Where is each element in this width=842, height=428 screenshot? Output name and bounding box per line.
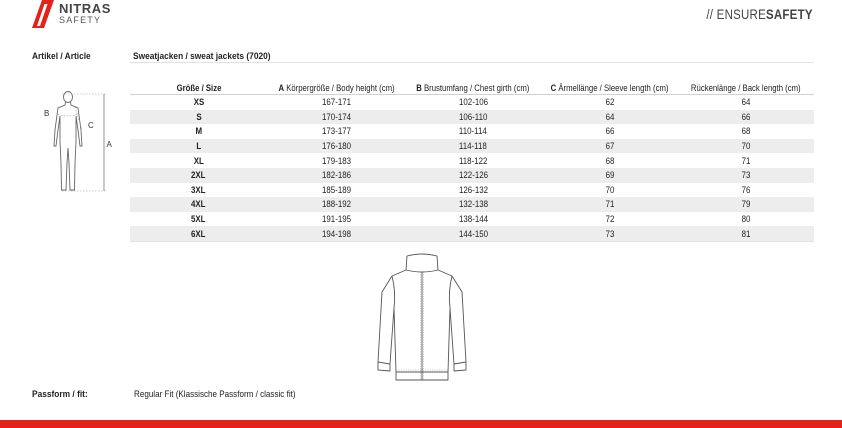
- tagline: [707, 6, 813, 22]
- size-cell: XS: [130, 95, 267, 110]
- chest-girth-cell: 114-118: [405, 139, 541, 154]
- back-length-cell: 64: [678, 95, 814, 110]
- sleeve-length-cell: 70: [541, 183, 678, 198]
- table-row: [130, 139, 814, 154]
- body-height-cell: 179-183: [267, 153, 405, 168]
- fit-label: Passform / fit:: [32, 389, 88, 400]
- back-length-cell: 81: [678, 226, 814, 241]
- chest-girth-cell: 110-114: [405, 124, 541, 139]
- table-row: [130, 197, 814, 212]
- body-height-cell: 173-177: [267, 124, 405, 139]
- size-table: [130, 81, 814, 242]
- back-length-cell: 71: [678, 153, 814, 168]
- sleeve-length-cell: 69: [541, 168, 678, 183]
- body-height-cell: 191-195: [267, 212, 405, 227]
- back-length-cell: 79: [678, 197, 814, 212]
- tagline-bold: SAFETY: [766, 6, 813, 22]
- body-height-cell: 185-189: [267, 183, 405, 198]
- brand-subname: SAFETY: [59, 15, 102, 25]
- footer-accent-bar: [0, 420, 842, 428]
- article-label: Artikel / Article: [32, 51, 91, 62]
- table-row: [130, 226, 814, 241]
- header-sleeve-length: C Ärmellänge / Sleeve length (cm): [541, 81, 678, 95]
- size-cell: 2XL: [130, 168, 267, 183]
- brand-logo-mark-icon: [32, 0, 54, 28]
- label-b: B: [44, 109, 50, 118]
- header-chest-girth: B Brustumfang / Chest girth (cm): [405, 81, 541, 95]
- article-value: Sweatjacken / sweat jackets (7020): [133, 51, 271, 62]
- table-row: [130, 124, 814, 139]
- sweat-jacket-illustration: [372, 252, 472, 384]
- divider: [130, 62, 814, 63]
- table-row: [130, 153, 814, 168]
- chest-girth-cell: 126-132: [405, 183, 541, 198]
- table-row: [130, 168, 814, 183]
- back-length-cell: 80: [678, 212, 814, 227]
- chest-girth-cell: 102-106: [405, 95, 541, 110]
- chest-girth-cell: 132-138: [405, 197, 541, 212]
- sleeve-length-cell: 73: [541, 226, 678, 241]
- chest-girth-cell: 144-150: [405, 226, 541, 241]
- back-length-cell: 70: [678, 139, 814, 154]
- sleeve-length-cell: 64: [541, 110, 678, 125]
- size-cell: 6XL: [130, 226, 267, 241]
- body-height-cell: 188-192: [267, 197, 405, 212]
- chest-girth-cell: 122-126: [405, 168, 541, 183]
- fit-value: Regular Fit (Klassische Passform / classic fit): [134, 389, 296, 400]
- label-a: A: [106, 140, 112, 149]
- size-cell: 3XL: [130, 183, 267, 198]
- back-length-cell: 68: [678, 124, 814, 139]
- sleeve-length-cell: 68: [541, 153, 678, 168]
- table-header-row: [130, 81, 814, 95]
- sleeve-length-cell: 67: [541, 139, 678, 154]
- chest-girth-cell: 138-144: [405, 212, 541, 227]
- brand-logo: [32, 0, 144, 32]
- back-length-cell: 76: [678, 183, 814, 198]
- label-c: C: [88, 121, 94, 130]
- body-height-cell: 176-180: [267, 139, 405, 154]
- size-cell: XL: [130, 153, 267, 168]
- table-row: [130, 95, 814, 110]
- header-back-length: Rückenlänge / Back length (cm): [678, 81, 814, 95]
- body-height-cell: 170-174: [267, 110, 405, 125]
- size-cell: S: [130, 110, 267, 125]
- sleeve-length-cell: 71: [541, 197, 678, 212]
- chest-girth-cell: 118-122: [405, 153, 541, 168]
- brand-name: NITRAS: [59, 1, 111, 16]
- size-cell: 5XL: [130, 212, 267, 227]
- body-height-cell: 167-171: [267, 95, 405, 110]
- sleeve-length-cell: 72: [541, 212, 678, 227]
- chest-girth-cell: 106-110: [405, 110, 541, 125]
- back-length-cell: 66: [678, 110, 814, 125]
- header-body-height: A Körpergröße / Body height (cm): [267, 81, 405, 95]
- table-row: [130, 183, 814, 198]
- size-cell: M: [130, 124, 267, 139]
- back-length-cell: 73: [678, 168, 814, 183]
- sleeve-length-cell: 62: [541, 95, 678, 110]
- table-row: [130, 212, 814, 227]
- size-cell: 4XL: [130, 197, 267, 212]
- body-height-cell: 194-198: [267, 226, 405, 241]
- body-height-cell: 182-186: [267, 168, 405, 183]
- size-cell: L: [130, 139, 267, 154]
- header-size: Größe / Size: [130, 81, 267, 95]
- tagline-prefix: // ENSURE: [706, 6, 767, 22]
- table-row: [130, 110, 814, 125]
- sleeve-length-cell: 66: [541, 124, 678, 139]
- body-measurement-figure: [42, 90, 122, 196]
